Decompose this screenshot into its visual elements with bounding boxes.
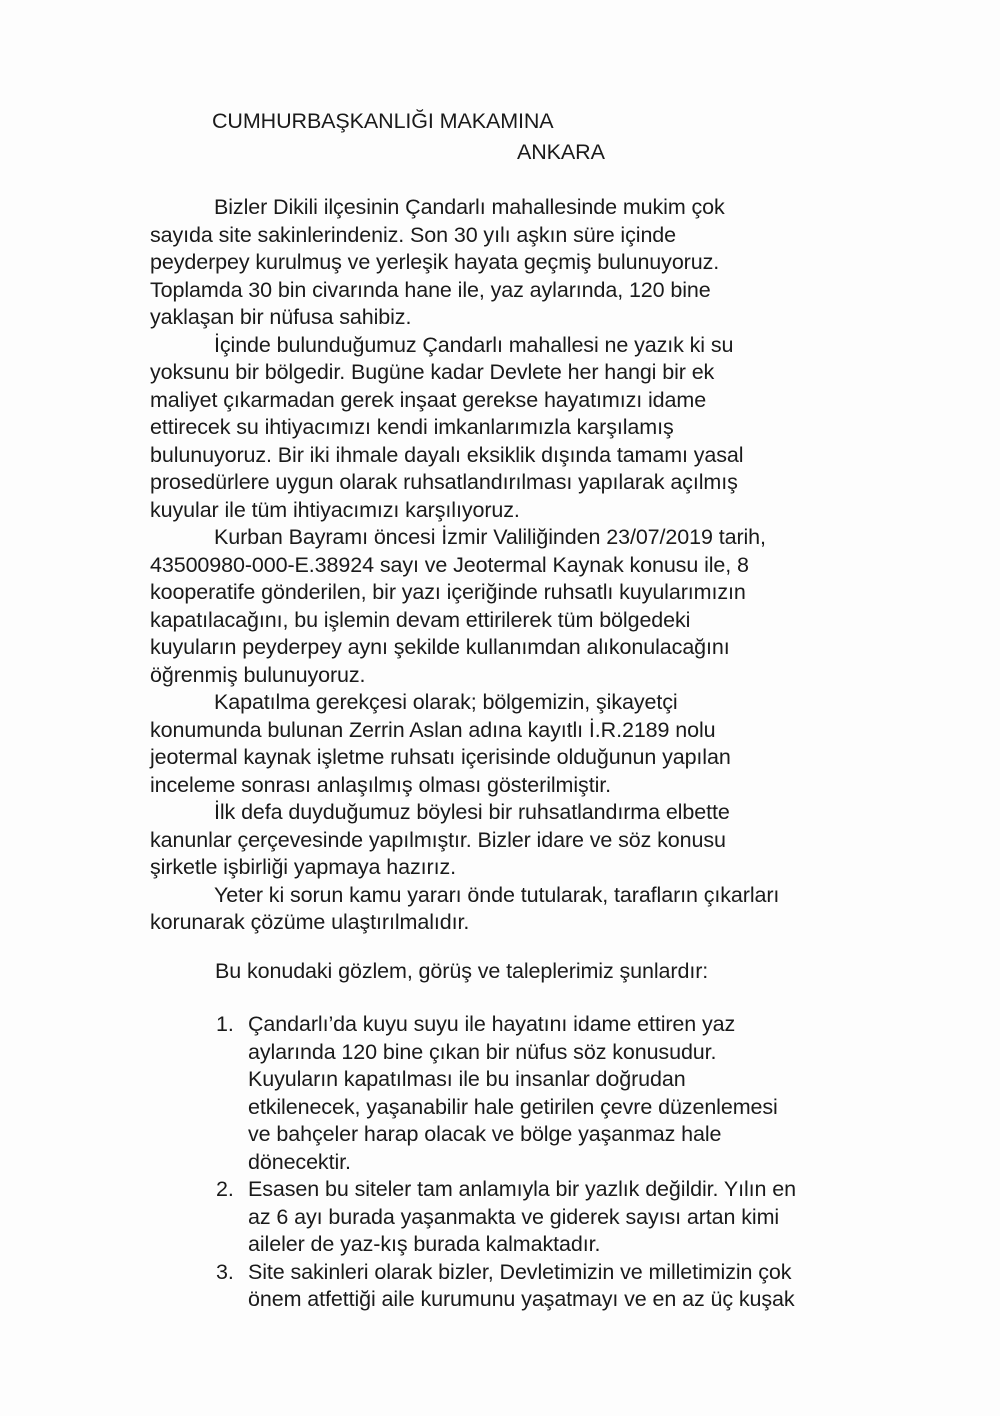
text-line: bulunuyoruz. Bir iki ihmale dayalı eksiklik dışında tamamı yasal	[150, 442, 744, 467]
recipient-title: CUMHURBAŞKANLIĞI MAKAMINA	[212, 109, 554, 133]
list-item-text	[248, 1176, 875, 1259]
text-line: yaklaşan bir nüfusa sahibiz.	[150, 305, 412, 329]
text-line: inceleme sonrası anlaşılmış olması gösterilmiştir.	[150, 772, 611, 797]
text-line: Site sakinleri olarak bizler, Devletimizin ve milletimizin çok	[248, 1259, 792, 1284]
list-item	[150, 1011, 875, 1176]
list-item-number: 1.	[216, 1012, 234, 1036]
text-line: şirketle işbirliği yapmaya hazırız.	[150, 855, 456, 879]
text-line: kooperatife gönderilen, bir yazı içeriğinde ruhsatlı kuyularımızın	[150, 580, 746, 604]
text-line: kuyuların peyderpey aynı şekilde kullanımdan alıkonulacağını	[150, 635, 730, 659]
list-item	[150, 1176, 875, 1259]
spacer	[150, 937, 875, 958]
numbered-list	[150, 1011, 875, 1314]
text-line: aileler de yaz-kış burada kalmaktadır.	[248, 1232, 601, 1256]
text-line: Esasen bu siteler tam anlamıyla bir yazlık değildir. Yılın en	[248, 1177, 796, 1201]
paragraph	[150, 194, 875, 332]
text-line: jeotermal kaynak işletme ruhsatı içerisinde olduğunun yapılan	[150, 745, 731, 769]
letter-content	[150, 106, 875, 1314]
list-item-text	[248, 1259, 875, 1314]
text-line: Kuyuların kapatılması ile bu insanlar doğrudan	[248, 1067, 686, 1091]
spacer	[150, 985, 875, 1011]
text-line: 43500980-000-E.38924 sayı ve Jeotermal Kaynak konusu ile, 8	[150, 552, 749, 577]
text-line: İlk defa duyduğumuz böylesi bir ruhsatlandırma elbette	[214, 800, 730, 824]
paragraph	[150, 689, 875, 799]
paragraph	[150, 799, 875, 882]
paragraph	[150, 524, 875, 689]
paragraph	[150, 332, 875, 525]
text-line: korunarak çözüme ulaştırılmalıdır.	[150, 910, 470, 934]
recipient-city: ANKARA	[517, 140, 605, 164]
text-line: aylarında 120 bine çıkan bir nüfus söz konusudur.	[248, 1039, 717, 1064]
body-paragraphs	[150, 194, 875, 937]
text-line: maliyet çıkarmadan gerek inşaat gerekse hayatımızı idame	[150, 387, 707, 412]
list-item	[150, 1259, 875, 1314]
text-line: Yeter ki sorun kamu yararı önde tutularak, tarafların çıkarları	[214, 882, 780, 907]
text-line: prosedürlere uygun olarak ruhsatlandırılması yapılarak açılmış	[150, 470, 738, 494]
text-line: önem atfettiği aile kurumunu yaşatmayı ve en az üç kuşak	[248, 1287, 795, 1311]
text-line: kanunlar çerçevesinde yapılmıştır. Bizler idare ve söz konusu	[150, 827, 726, 852]
text-line: Çandarlı’da kuyu suyu ile hayatını idame ettiren yaz	[248, 1012, 736, 1036]
list-item-text	[248, 1011, 875, 1176]
text-line: İçinde bulunduğumuz Çandarlı mahallesi ne yazık ki su	[214, 332, 734, 357]
text-line: Bizler Dikili ilçesinin Çandarlı mahallesinde mukim çok	[214, 195, 725, 219]
text-line: konumunda bulunan Zerrin Aslan adına kayıtlı İ.R.2189 nolu	[150, 717, 716, 742]
text-line: öğrenmiş bulunuyoruz.	[150, 662, 366, 687]
text-line: peyderpey kurulmuş ve yerleşik hayata geçmiş bulunuyoruz.	[150, 250, 720, 274]
text-line: ettirecek su ihtiyacımızı kendi imkanlarımızla karşılamış	[150, 415, 674, 439]
text-line: etkilenecek, yaşanabilir hale getirilen çevre düzenlemesi	[248, 1094, 778, 1119]
paragraph	[150, 882, 875, 937]
text-line: Toplamda 30 bin civarında hane ile, yaz aylarında, 120 bine	[150, 277, 711, 302]
text-line: Kapatılma gerekçesi olarak; bölgemizin, şikayetçi	[214, 690, 678, 714]
list-item-number: 3.	[216, 1259, 234, 1284]
text-line: dönecektir.	[248, 1149, 351, 1174]
text-line: sayıda site sakinlerindeniz. Son 30 yılı aşkın süre içinde	[150, 222, 677, 247]
list-intro: Bu konudaki gözlem, görüş ve taleplerimiz şunlardır:	[215, 958, 709, 983]
text-line: kapatılacağını, bu işlemin devam ettirilerek tüm bölgedeki	[150, 607, 691, 632]
text-line: kuyular ile tüm ihtiyacımızı karşılıyoruz.	[150, 497, 520, 522]
recipient-block	[150, 106, 875, 168]
text-line: yoksunu bir bölgedir. Bugüne kadar Devlete her hangi bir ek	[150, 360, 715, 384]
text-line: az 6 ayı burada yaşanmakta ve giderek sayısı artan kimi	[248, 1204, 780, 1229]
list-item-number: 2.	[216, 1177, 234, 1201]
text-line: Kurban Bayramı öncesi İzmir Valiliğinden 23/07/2019 tarih,	[214, 525, 766, 549]
text-line: ve bahçeler harap olacak ve bölge yaşanmaz hale	[248, 1122, 722, 1146]
